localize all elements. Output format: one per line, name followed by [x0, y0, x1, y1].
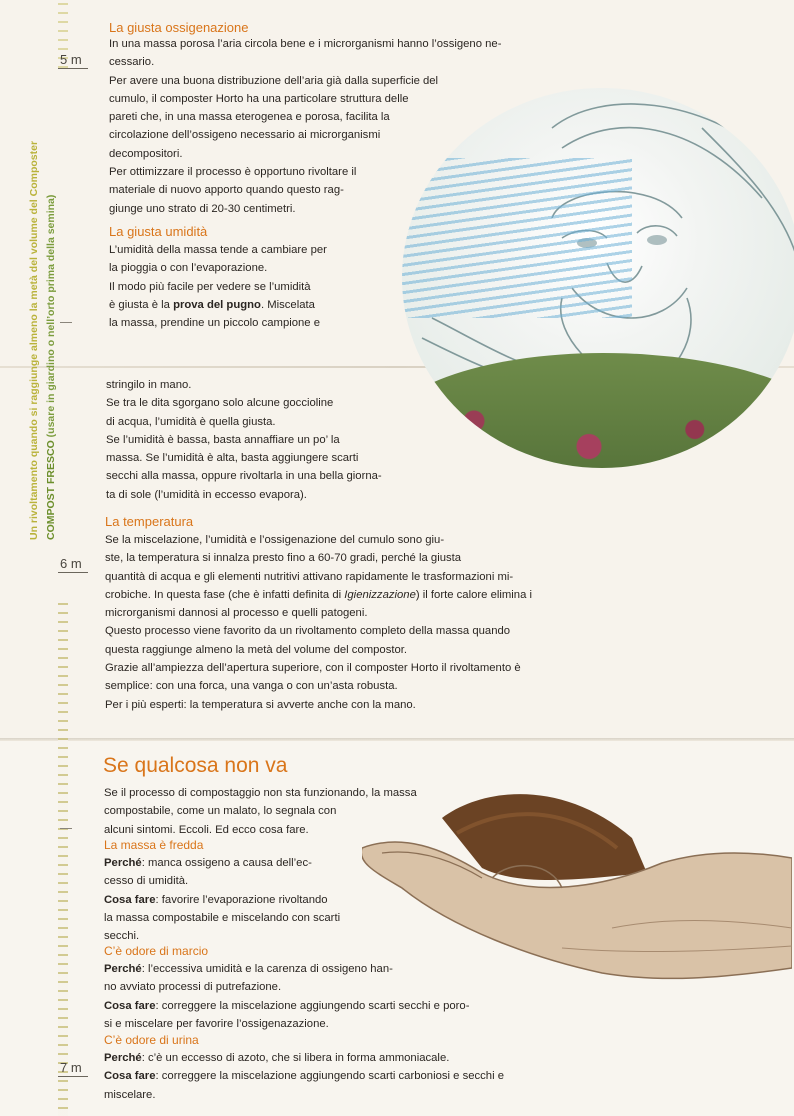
text-line: Se il processo di compostaggio non sta funzionando, la massa	[104, 787, 417, 799]
text-line: stringilo in mano.	[106, 379, 192, 391]
text-line: Per ottimizzare il processo è opportuno rivoltare il	[109, 166, 357, 179]
heading-umidita: La giusta umidità	[109, 224, 208, 239]
arrow-column-icon	[58, 600, 68, 1116]
text-umidita-cont	[106, 376, 382, 504]
text-line	[104, 1049, 504, 1067]
text-line: cessario.	[109, 56, 155, 69]
side-caption-emphasis: COMPOST FRESCO	[45, 440, 57, 540]
perche-label: Perché	[104, 963, 142, 975]
side-ruler-strip	[14, 0, 57, 1116]
text-line: cumulo, il composter Horto ha una particolare struttura delle	[109, 92, 409, 105]
ruler-mark-6m: 6 m	[60, 556, 82, 571]
text-line: Il modo più facile per vedere se l’umidità	[109, 280, 311, 293]
italic-term: Igienizzazione	[344, 588, 416, 601]
text-line: Se la miscelazione, l’umidità e l’ossigenazione del cumulo sono giu-	[105, 534, 445, 546]
hand-icon	[362, 778, 792, 988]
section-title: Se qualcosa non va	[103, 754, 288, 777]
text-line	[104, 997, 469, 1015]
text-span: : c’è un eccesso di azoto, che si libera in forma ammoniacale.	[141, 1052, 450, 1064]
text-line: Grazie all’ampiezza dell’apertura superiore, con il composter Horto il rivoltamento è	[105, 662, 521, 675]
text-line	[104, 1067, 504, 1085]
text-span: : correggere la miscelazione aggiungendo scarti carboniosi e secchi e	[155, 1070, 505, 1083]
text-span: : manca ossigeno a causa dell’ec-	[141, 857, 312, 869]
text-line: In una massa porosa l’aria circola bene e i microrganismi hanno l’ossigeno ne-	[109, 38, 502, 50]
hand-compost-illustration	[362, 778, 792, 988]
ruler-tick	[60, 322, 72, 323]
text-ossigenazione	[109, 35, 501, 218]
text-line: secchi.	[104, 930, 140, 943]
heading-odore-marcio: C’è odore di marcio	[104, 944, 209, 958]
text-line	[109, 296, 327, 314]
text-line: Questo processo viene favorito da un rivoltamento completo della massa quando	[105, 625, 511, 638]
text-line: di acqua, l’umidità è quella giusta.	[106, 415, 276, 428]
perche-label: Perché	[104, 1052, 142, 1064]
side-caption-inner	[45, 195, 57, 540]
text-temperatura	[105, 531, 532, 714]
text-line: circolazione dell’ossigeno necessario ai microrganismi	[109, 129, 381, 142]
paper-fold	[0, 738, 794, 741]
text-line	[104, 960, 469, 978]
text-line: materiale di nuovo apporto quando questo rag-	[109, 184, 344, 197]
text-span: ) il forte calore elimina i	[415, 588, 533, 601]
text-line: la pioggia o con l’evaporazione.	[109, 262, 268, 275]
text-line: massa. Se l’umidità è alta, basta aggiungere scarti	[106, 452, 359, 465]
cosa-fare-label: Cosa fare	[104, 1070, 156, 1083]
heading-temperatura: La temperatura	[105, 514, 194, 529]
text-line: alcuni sintomi. Eccoli. Ed ecco cosa fare.	[104, 823, 309, 836]
ruler-mark-7m: 7 m	[60, 1060, 82, 1075]
text-line: cesso di umidità.	[104, 875, 189, 888]
text-line: si e miscelare per favorire l’ossigenazazione.	[104, 1017, 329, 1030]
text-line: microrganismi dannosi al processo e quelli patogeni.	[105, 607, 368, 620]
text-line: la massa, prendine un piccolo campione e	[109, 317, 321, 330]
text-line: Per avere una buona distribuzione dell’aria già dalla superficie del	[109, 74, 439, 87]
text-odore-urina	[104, 1049, 504, 1104]
side-caption-rest: (usare in giardino o nell’orto prima della semina)	[45, 194, 57, 441]
text-line: ste, la temperatura si innalza presto fino a 60-70 gradi, perché la giusta	[105, 552, 462, 565]
text-line	[105, 586, 532, 604]
text-span: : l’eccessiva umidità e la carenza di ossigeno han-	[141, 963, 393, 975]
heading-odore-urina: C’è odore di urina	[104, 1033, 199, 1047]
text-line: miscelare.	[104, 1088, 156, 1101]
text-span: : correggere la miscelazione aggiungendo scarti secchi e poro-	[155, 999, 470, 1012]
heading-ossigenazione: La giusta ossigenazione	[109, 20, 249, 35]
text-line	[104, 854, 340, 872]
text-line: questa raggiunge almeno la metà del volume del compostor.	[105, 643, 408, 656]
text-odore-marcio	[104, 960, 469, 1033]
text-line: secchi alla massa, oppure rivoltarla in una bella giorna-	[106, 470, 382, 483]
text-line: quantità di acqua e gli elementi nutritivi attivano rapidamente le trasformazioni mi-	[105, 570, 514, 583]
heading-massa-fredda: La massa è fredda	[104, 838, 204, 852]
text-line: L’umidità della massa tende a cambiare per	[109, 244, 327, 256]
text-line: decompositori.	[109, 147, 183, 160]
perche-label: Perché	[104, 857, 142, 869]
text-line: la massa compostabile e miscelando con scarti	[104, 911, 341, 924]
cosa-fare-label: Cosa fare	[104, 893, 156, 906]
text-line: ta di sole (l’umidità in eccesso evapora).	[106, 488, 307, 501]
text-line: compostabile, come un malato, lo segnala con	[104, 805, 337, 818]
text-line: Se l’umidità è bassa, basta annaffiare un po’ la	[106, 433, 340, 446]
side-caption-outer: Un rivoltamento quando si raggiunge almeno la metà del volume del Composter	[28, 140, 40, 540]
text-line	[104, 891, 340, 909]
text-line: semplice: con una forca, una vanga o con un’asta robusta.	[105, 680, 398, 693]
bold-term: prova del pugno	[173, 298, 261, 311]
text-span: crobiche. In questa fase (che è infatti definita di	[105, 588, 345, 601]
text-problemi-intro	[104, 784, 417, 839]
text-line: Per i più esperti: la temperatura si avverte anche con la mano.	[105, 698, 416, 711]
text-line: pareti che, in una massa eterogenea e porosa, facilita la	[109, 111, 390, 124]
text-span: : favorire l’evaporazione rivoltando	[155, 893, 328, 906]
text-umidita	[109, 241, 327, 332]
text-span: è giusta è la	[109, 298, 174, 311]
ruler-tick	[60, 828, 72, 829]
text-line: giunge uno strato di 20-30 centimetri.	[109, 202, 296, 215]
text-massa-fredda	[104, 854, 340, 945]
ruler-mark-5m: 5 m	[60, 52, 82, 67]
text-line: no avviato processi di putrefazione.	[104, 981, 282, 994]
text-span: . Miscelata	[260, 298, 315, 311]
cosa-fare-label: Cosa fare	[104, 999, 156, 1012]
text-line: Se tra le dita sgorgano solo alcune goccioline	[106, 397, 334, 410]
